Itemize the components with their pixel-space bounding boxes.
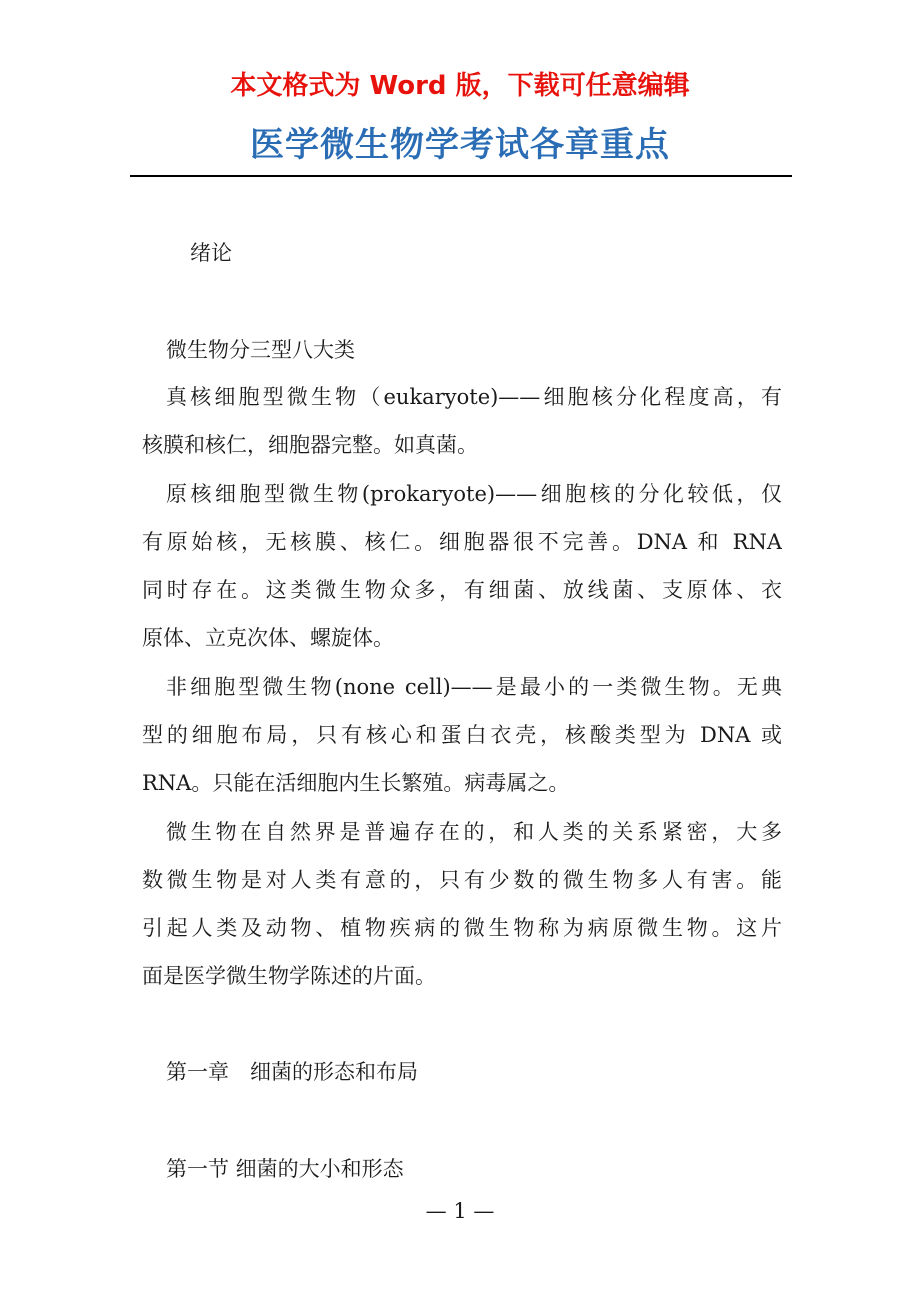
paragraph-line: 原核细胞型微生物(prokaryote)——细胞核的分化较低，仅 (166, 482, 782, 506)
section-heading: 第一节 细菌的大小和形态 (166, 1157, 404, 1181)
paragraph-line: 数微生物是对人类有意的，只有少数的微生物多人有害。能 (142, 868, 782, 892)
intro-heading: 绪论 (190, 241, 232, 265)
paragraph-line: 非细胞型微生物(none cell)——是最小的一类微生物。无典 (166, 675, 782, 699)
classification-heading: 微生物分三型八大类 (166, 338, 355, 362)
download-banner: 本文格式为 Word 版，下载可任意编辑 (230, 71, 690, 101)
paragraph-line: 有原始核，无核膜、核仁。细胞器很不完善。DNA 和 RNA (142, 530, 782, 554)
page-number: — 1 — (425, 1199, 495, 1223)
paragraph-line: 面是医学微生物学陈述的片面。 (142, 964, 436, 988)
paragraph-line: 微生物在自然界是普遍存在的，和人类的关系紧密，大多 (166, 820, 782, 844)
chapter-heading: 第一章 细菌的形态和布局 (166, 1060, 418, 1084)
paragraph-line: 同时存在。这类微生物众多，有细菌、放线菌、支原体、衣 (142, 578, 782, 602)
paragraph-line: RNA。只能在活细胞内生长繁殖。病毒属之。 (142, 771, 570, 795)
paragraph-line: 原体、立克次体、螺旋体。 (142, 626, 394, 650)
paragraph-line: 引起人类及动物、植物疾病的微生物称为病原微生物。这片 (142, 916, 782, 940)
paragraph-line: 型的细胞布局，只有核心和蛋白衣壳，核酸类型为 DNA 或 (142, 723, 782, 747)
page-title: 医学微生物学考试各章重点 (250, 125, 670, 165)
paragraph-line: 真核细胞型微生物（eukaryote)——细胞核分化程度高，有 (166, 385, 782, 409)
title-divider (130, 175, 792, 177)
paragraph-line: 核膜和核仁，细胞器完整。如真菌。 (142, 433, 478, 457)
